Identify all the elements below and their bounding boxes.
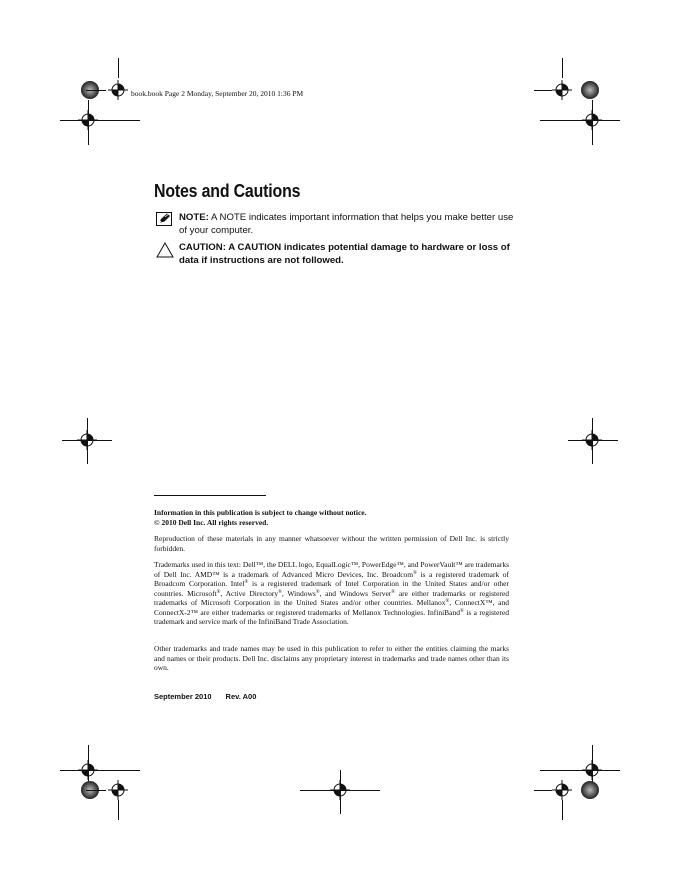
trademarks-text-2: is a registered trademark of Broadcom Corporation. Intel [154,569,510,588]
caution-label: CAUTION: [179,242,226,253]
registration-mark-icon [78,760,98,780]
note-label: NOTE: [179,212,209,223]
footer [154,692,256,701]
registration-mark-icon [108,80,128,100]
caution-triangle-icon [156,242,174,263]
registered-mark: ® [278,589,282,595]
trademarks-text-7: are either trademarks or registered trademarks of Microsoft Corporation in the United States and/or other countries. Mellanox [154,588,509,607]
trademarks-text-9: is a registered trademark and service mark of the InfiniBand Trade Association. [154,607,509,626]
print-slug: book.book Page 2 Monday, September 20, 2010 1:36 PM [131,89,304,98]
copyright-line: © 2010 Dell Inc. All rights reserved. [154,517,269,527]
change-notice [154,508,509,527]
change-notice-line: Information in this publication is subject to change without notice. [154,508,367,517]
trademarks-text-3: is a registered trademark of Intel Corporation in the United States and/or other countries. Microsoft [154,579,509,598]
note-text [179,212,519,237]
page-title: Notes and Cautions [154,180,301,201]
registration-mark-icon [77,430,97,450]
registration-mark-icon [582,110,602,130]
shade-circle-icon [580,80,600,100]
other-trademarks-paragraph: Other trademarks and trade names may be used in this publication to refer to either the entities claiming the marks and names or their products. Dell Inc. disclaims any proprietary interest in trademarks and trade names other than its own. [154,644,509,672]
registration-mark-icon [582,430,602,450]
caution-body: A CAUTION indicates potential damage to hardware or loss of data if instructions are not followed. [179,242,510,266]
registration-mark-icon [330,780,350,800]
registration-mark-icon [552,780,572,800]
trademarks-text-4: , Active Directory [220,588,279,598]
registration-mark-icon [78,110,98,130]
caution-text [179,242,519,267]
registered-mark: ® [391,589,396,595]
registration-mark-icon [108,780,128,800]
trademarks-paragraph [154,560,509,627]
note-body: A NOTE indicates important information that helps you make better use of your computer. [179,212,514,236]
reproduction-paragraph: Reproduction of these materials in any manner whatsoever without the written permission of Dell Inc. is strictly forbidden. [154,534,509,553]
trademarks-text-1: Trademarks used in this text: Dell™, the DELL logo, EqualLogic™, PowerEdge™, and PowerVault™ are trademarks of Dell Inc. AMD™ is a trademark of Advanced Micro Devices, Inc. Broadcom [154,560,509,579]
note-pencil-icon [156,212,172,231]
publication-date: September 2010 [154,692,212,701]
footnote-rule [154,495,266,496]
registered-mark: ® [445,599,450,604]
registered-mark: ® [413,570,417,576]
trademarks-text-8: , ConnectX™, and ConnectX-2™ are either trademarks or registered trademarks of Mellanox Technologies. InfiniBand [154,598,509,617]
registration-mark-icon [552,80,572,100]
shade-circle-icon [580,780,600,800]
registered-mark: ® [216,589,221,595]
trademarks-text-5: , Windows [281,588,316,598]
registration-mark-icon [582,760,602,780]
registered-mark: ® [244,580,249,585]
registered-mark: ® [460,608,464,614]
revision: Rev. A00 [225,692,257,701]
trademarks-text-6: , and Windows Server [319,588,392,598]
registered-mark: ® [315,589,320,595]
